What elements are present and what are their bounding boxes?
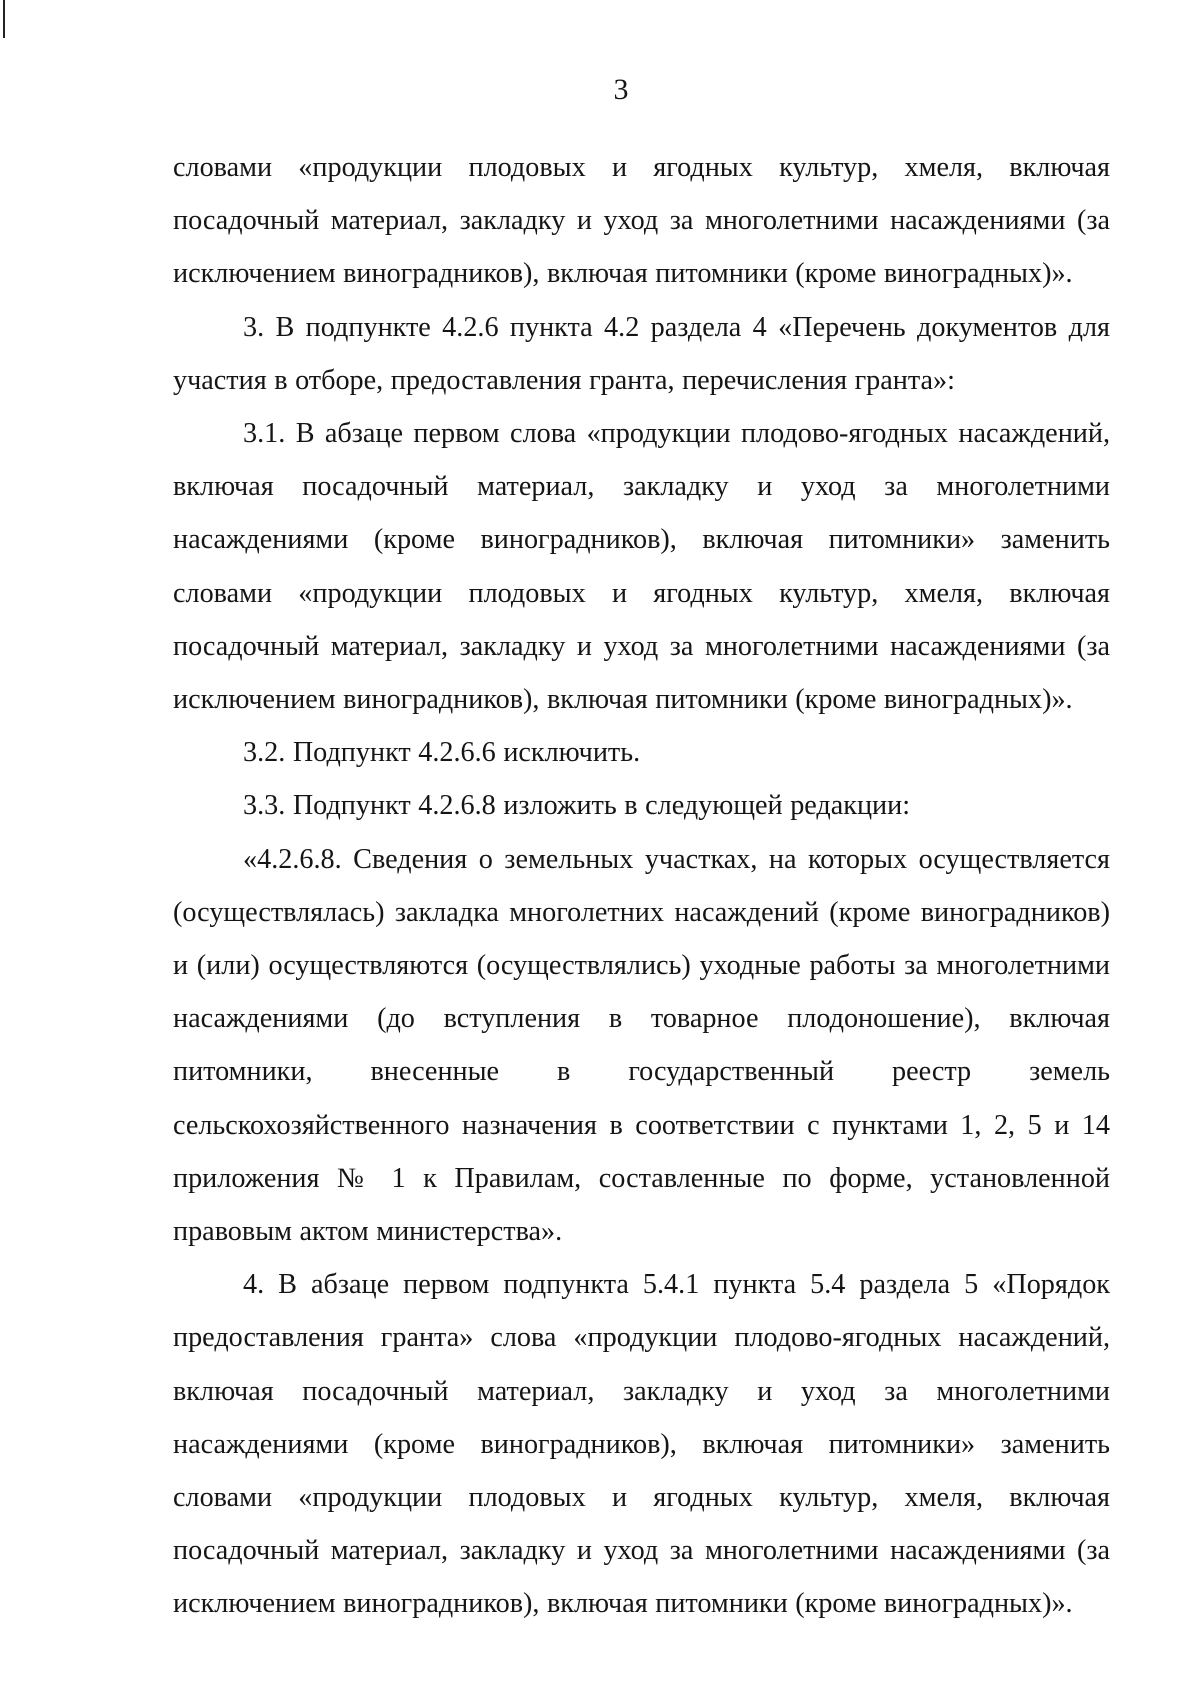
paragraph-item-3-3: 3.3. Подпункт 4.2.6.8 изложить в следующей редакции: <box>243 790 911 822</box>
paragraph-item-4-2-6-8: «4.2.6.8. Сведения о земельных участках, на которых осуществляется (осуществлялась) закладка многолетних насаждений (кроме виноградников) и (или) осуществляются (осуществлялись) уходные работы за многолетними насаждениями (до вступления в товарное плодоношение), включая питомники, внесенные в государственный реестр земель сельскохозяйственного назначения в соответствии с пунктами 1, 2, 5 и 14 приложения № 1 к Правилам, составленные по форме, установленной правовым актом министерства». <box>173 843 1110 1248</box>
page-number: 3 <box>613 73 629 106</box>
document-body <box>173 141 1110 1631</box>
paragraph-item-3-1: 3.1. В абзаце первом слова «продукции плодово-ягодных насаждений, включая посадочный материал, закладку и уход за многолетними насаждениями (кроме виноградников), включая питомники» заменить словами «продукции плодовых и ягодных культур, хмеля, включая посадочный материал, закладку и уход за многолетними насаждениями (за исключением виноградников), включая питомники (кроме виноградных)». <box>173 418 1110 716</box>
paragraph-item-3-2: 3.2. Подпункт 4.2.6.6 исключить. <box>243 737 641 769</box>
paragraph-continuation: словами «продукции плодовых и ягодных культур, хмеля, включая посадочный материал, закладку и уход за многолетними насаждениями (за исключением виноградников), включая питомники (кроме виноградных)». <box>173 152 1110 290</box>
paragraph-item-4: 4. В абзаце первом подпункта 5.4.1 пункта 5.4 раздела 5 «Порядок предоставления гранта» слова «продукции плодово-ягодных насаждений, включая посадочный материал, закладку и уход за многолетними насаждениями (кроме виноградников), включая питомники» заменить словами «продукции плодовых и ягодных культур, хмеля, включая посадочный материал, закладку и уход за многолетними насаждениями (за исключением виноградников), включая питомники (кроме виноградных)». <box>173 1269 1110 1620</box>
paragraph-item-3: 3. В подпункте 4.2.6 пункта 4.2 раздела 4 «Перечень документов для участия в отборе, предоставления гранта, перечисления гранта»: <box>173 311 1110 396</box>
scan-edge-mark <box>3 0 5 38</box>
